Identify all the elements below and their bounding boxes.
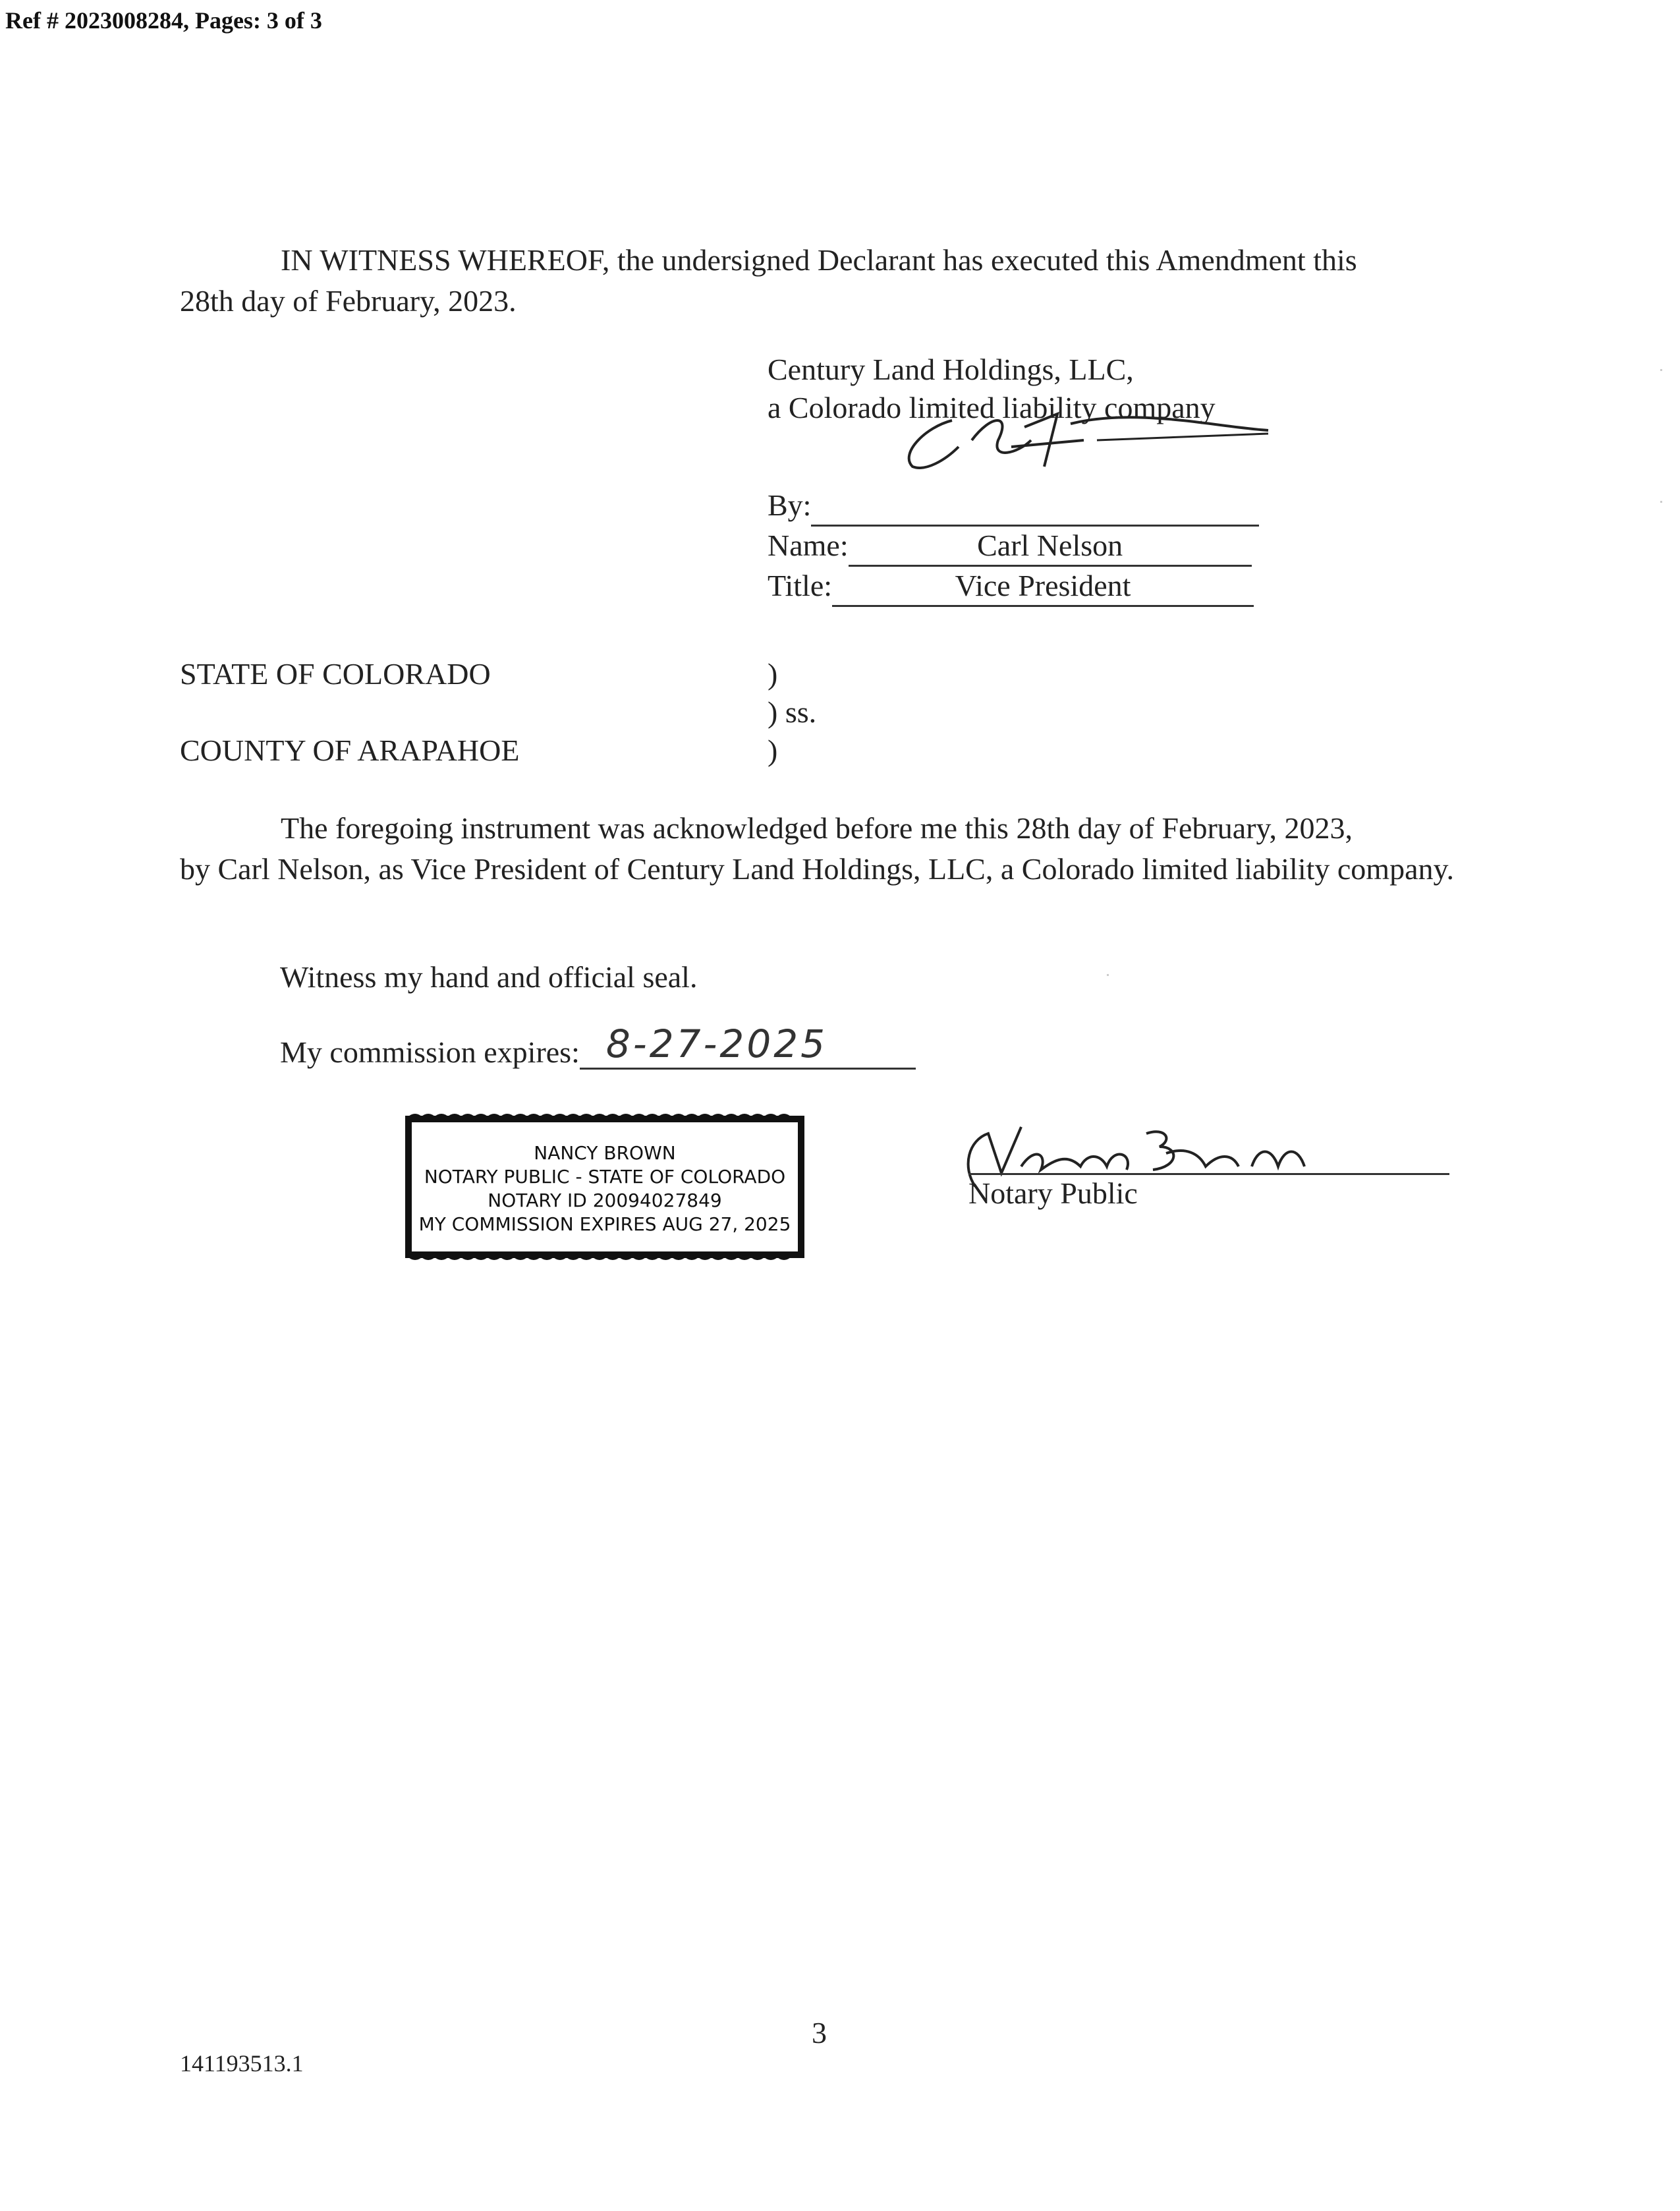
document-id: 141193513.1 [180,2050,304,2077]
scan-artifact [1660,369,1662,371]
reference-header: Ref # 2023008284, Pages: 3 of 3 [5,7,322,34]
acknowledgment-rest: by Carl Nelson, as Vice President of Century Land Holdings, LLC, a Colorado limited liability company. [180,852,1455,886]
acknowledgment-line1: The foregoing instrument was acknowledged before me this 28th day of February, 2023, [281,811,1353,845]
scan-artifact [1660,501,1662,503]
scan-artifact [1107,974,1109,976]
witness-clause [180,240,1471,322]
notary-public-label: Notary Public [968,1176,1138,1210]
declarant-signature [860,401,1281,473]
notary-signature-line [968,1173,1449,1175]
page-number: 3 [812,2016,827,2050]
stamp-line-expires: MY COMMISSION EXPIRES AUG 27, 2025 [418,1213,791,1235]
title-label: Title: [768,569,833,602]
company-type: a Colorado limited liability company [768,391,1216,424]
venue-paren-3: ) [768,733,778,767]
venue-paren-1: ) [768,657,778,691]
witness-clause-line2: 28th day of February, 2023. [180,284,517,318]
by-label: By: [768,488,812,522]
venue-paren-ss: ) ss. [768,695,817,729]
venue-state: STATE OF COLORADO [180,657,491,691]
title-value: Vice President [832,567,1254,607]
stamp-line-name: NANCY BROWN [534,1142,676,1164]
name-label: Name: [768,529,849,562]
stamp-text [403,1141,806,1236]
commission-expires [280,1021,916,1070]
notary-stamp [403,1107,806,1267]
name-value: Carl Nelson [849,527,1252,567]
witness-clause-line1: IN WITNESS WHEREOF, the undersigned Declarant has executed this Amendment this [281,243,1357,277]
commission-date-handwritten: 8-27-2025 [605,1021,828,1066]
acknowledgment-paragraph [180,808,1471,890]
venue-county: COUNTY OF ARAPAHOE [180,733,520,767]
commission-label: My commission expires: [280,1035,580,1069]
stamp-line-id: NOTARY ID 20094027849 [488,1190,722,1211]
company-name: Century Land Holdings, LLC, [768,353,1134,386]
stamp-line-title: NOTARY PUBLIC - STATE OF COLORADO [424,1166,786,1188]
witness-hand-text: Witness my hand and official seal. [280,960,698,994]
signature-block [768,351,1259,607]
